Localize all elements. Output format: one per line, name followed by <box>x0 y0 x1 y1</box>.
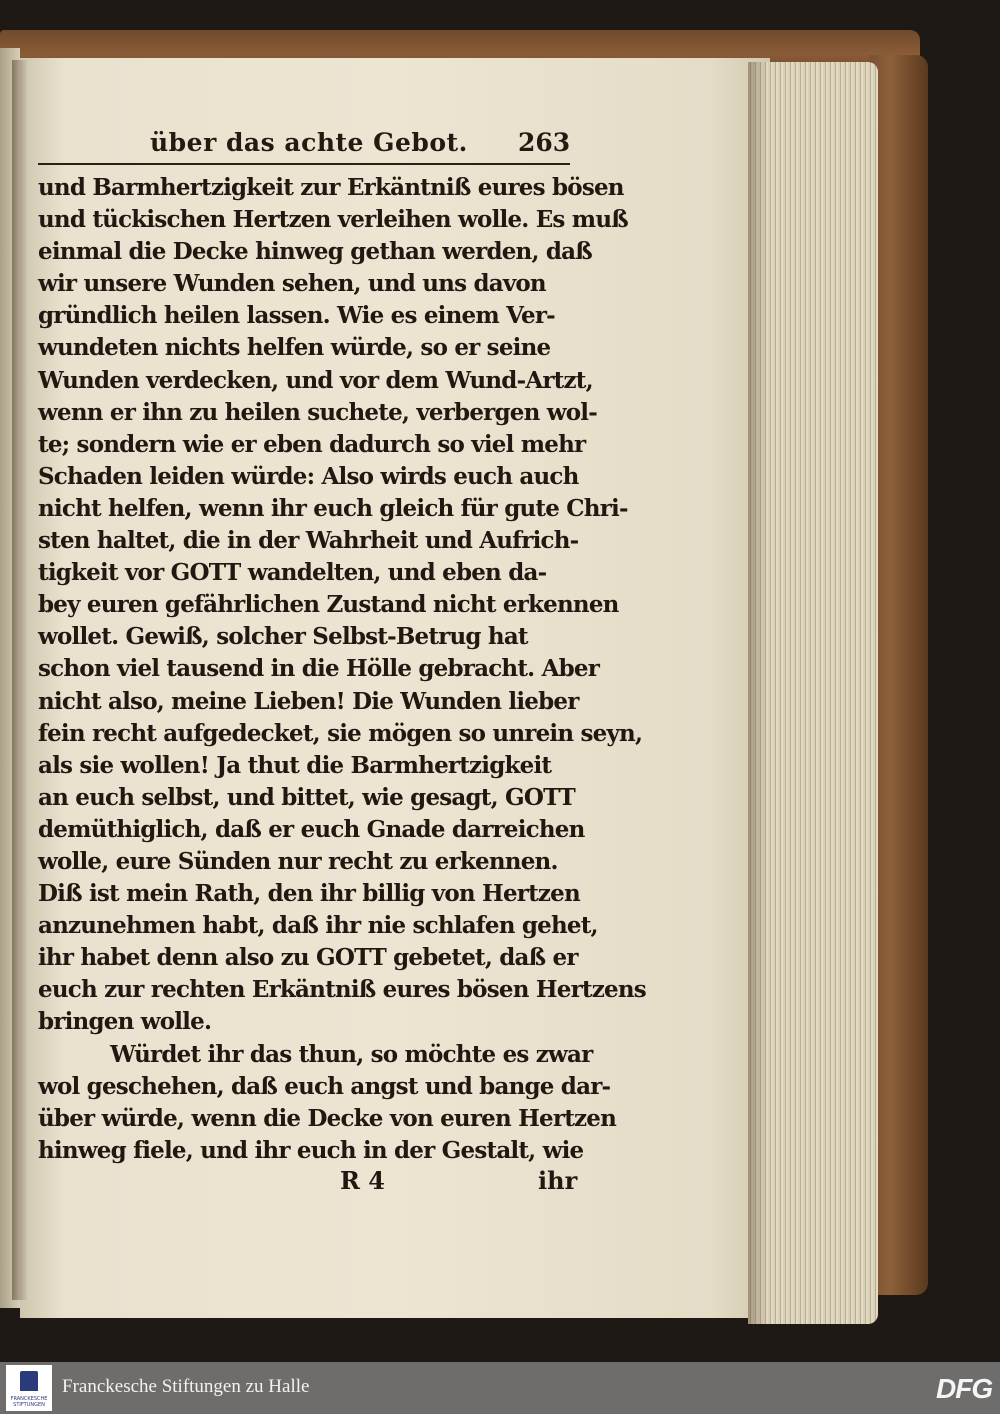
text-line: wundeten nichts helfen würde, so er seine <box>38 334 551 362</box>
text-line: tigkeit vor GOTT wandelten, und eben da- <box>38 559 547 587</box>
text-line: Diß ist mein Rath, den ihr billig von Hertzen <box>38 880 580 908</box>
text-line: anzunehmen habt, daß ihr nie schlafen gehet, <box>38 912 598 940</box>
text-line: und Barmhertzigkeit zur Erkäntniß eures bösen <box>38 174 624 201</box>
text-line: einmal die Decke hinweg gethan werden, daß <box>38 238 592 266</box>
text-line: Schaden leiden würde: Also wirds euch auch <box>38 462 579 490</box>
page-edge-shadow <box>748 62 768 1324</box>
text-line: ihr habet denn also zu GOTT gebetet, daß er <box>38 944 578 972</box>
body-text <box>38 172 646 1167</box>
dfg-logo[interactable]: DFG <box>936 1373 993 1404</box>
paragraph-first-line: Würdet ihr das thun, so möchte es zwar <box>110 1040 593 1068</box>
text-line: und tückischen Hertzen verleihen wolle. Es muß <box>38 206 628 234</box>
text-line: wenn er ihn zu heilen suchete, verbergen wol- <box>38 398 597 426</box>
book-cover-spine <box>870 55 928 1295</box>
text-line: te; sondern wie er eben dadurch so viel mehr <box>38 430 586 458</box>
text-line: wolle, eure Sünden nur recht zu erkennen. <box>38 847 558 875</box>
signature-mark: R 4 <box>340 1166 385 1195</box>
logo-text: FRANCKESCHE STIFTUNGEN <box>10 1396 48 1408</box>
text-line: an euch selbst, und bittet, wie gesagt, GOTT <box>38 783 575 811</box>
catchword: ihr <box>538 1166 578 1195</box>
page-number: 263 <box>518 128 571 157</box>
institution-logo[interactable] <box>6 1365 52 1411</box>
text-line: wollet. Gewiß, solcher Selbst-Betrug hat <box>38 623 528 651</box>
header-rule <box>38 163 570 165</box>
text-line: hinweg fiele, und ihr euch in der Gestalt, wie <box>38 1136 584 1164</box>
text-line: demüthiglich, daß er euch Gnade darreichen <box>38 815 585 843</box>
text-line: als sie wollen! Ja thut die Barmhertzigkeit <box>38 751 552 779</box>
text-line: euch zur rechten Erkäntniß eures bösen Hertzens <box>38 976 646 1004</box>
text-line: über würde, wenn die Decke von euren Hertzen <box>38 1104 617 1132</box>
running-head: über das achte Gebot. <box>150 128 468 157</box>
building-icon <box>20 1371 38 1391</box>
text-line: sten haltet, die in der Wahrheit und Aufrich- <box>38 527 579 555</box>
footer-bar <box>0 1362 1000 1414</box>
institution-name: Franckesche Stiftungen zu Halle <box>62 1376 310 1397</box>
text-line: bey euren gefährlichen Zustand nicht erkennen <box>38 591 619 619</box>
text-line: nicht helfen, wenn ihr euch gleich für gute Chri- <box>38 494 628 522</box>
text-line: bringen wolle. <box>38 1008 212 1036</box>
text-line: Wunden verdecken, und vor dem Wund-Artzt, <box>38 366 593 394</box>
text-line: wol geschehen, daß euch angst und bange dar- <box>38 1072 611 1100</box>
text-line: wir unsere Wunden sehen, und uns davon <box>38 270 546 298</box>
text-line: schon viel tausend in die Hölle gebracht. Aber <box>38 655 600 683</box>
text-line: gründlich heilen lassen. Wie es einem Ver- <box>38 302 555 330</box>
text-line: nicht also, meine Lieben! Die Wunden lieber <box>38 687 579 715</box>
page-gutter-shadow <box>12 60 28 1300</box>
text-line: fein recht aufgedecket, sie mögen so unrein seyn, <box>38 719 643 747</box>
